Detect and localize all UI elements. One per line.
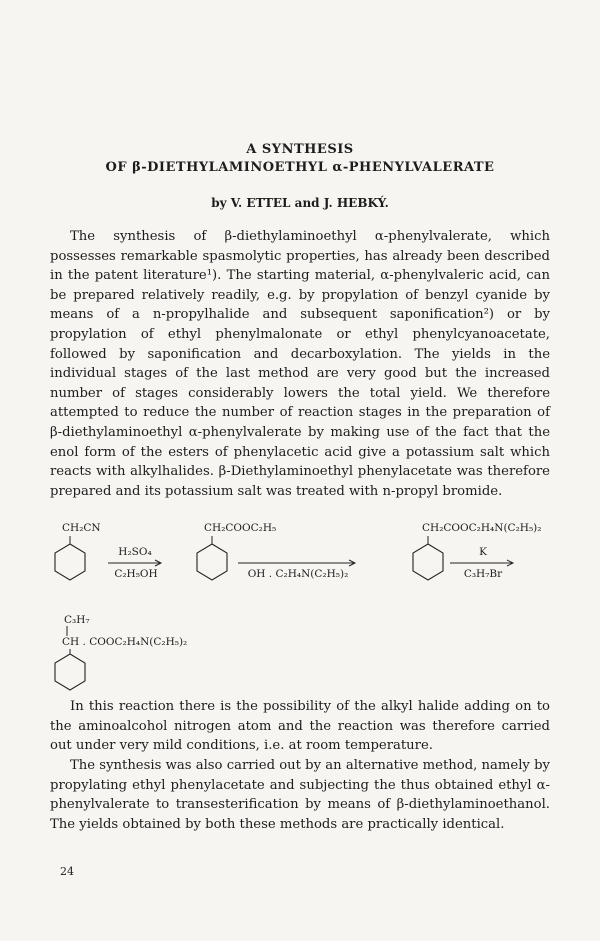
reagent-1-top: H₂SO₄ xyxy=(118,546,152,558)
page-number: 24 xyxy=(60,865,74,878)
compound-1-label: CH₂CN xyxy=(62,522,101,534)
paragraph-2: In this reaction there is the possibility of the alkyl halide adding on to the aminoalcohol nitrogen atom and the reaction was therefore carried out under very mild conditions, i.e. at room temperature. xyxy=(50,699,550,754)
reagent-2-bottom: OH . C₂H₄N(C₂H₅)₂ xyxy=(247,568,349,580)
reaction-scheme xyxy=(50,522,550,692)
reagent-3-bottom: C₃H₇Br xyxy=(463,568,503,580)
paragraph-3: The synthesis was also carried out by an alternative method, namely by propylating ethyl phenylacetate and subjecting the thus obtained ethyl α-phenylvalerate to transesterification by means of β-diethylaminoethanol. The yields obtained by both these methods are practically identical. xyxy=(50,758,550,832)
arrow-2-icon xyxy=(238,559,360,567)
arrow-1-icon xyxy=(108,559,166,567)
authors: by V. ETTEL and J. HEBKÝ. xyxy=(211,196,389,210)
reagent-3-top: K xyxy=(479,546,487,558)
paragraph-1: The synthesis of β-diethylaminoethyl α-phenylvalerate, which possesses remarkable spasmolytic properties, has already been described in the patent literature¹). The starting material, α-phenylvaleric acid, can be prepared relatively readily, e.g. by propylation of benzyl cyanide by means of a n-propylhalide and subsequent saponification²) or by propylation of ethyl phenylmalonate or ethyl phenylcyanoacetate, followed by saponification and decarboxylation. The yields in the individual stages of the last method are very good but the increased number of stages considerably lowers the total yield. We therefore attempted to reduce the number of reaction stages in the preparation of β-diethylaminoethyl α-phenylvalerate by making use of the fact that the enol form of the esters of phenylacetic acid give a potassium salt which reacts with alkylhalides. β-Diethylaminoethyl phenylacetate was therefore prepared and its potassium salt was treated with n-propyl bromide. xyxy=(50,229,550,499)
benzene-ring-2-icon xyxy=(192,536,242,586)
reagent-1-bottom: C₂H₅OH xyxy=(114,568,158,580)
benzene-ring-4-icon xyxy=(50,649,100,699)
benzene-ring-1-icon xyxy=(50,536,100,586)
compound-3-label: CH₂COOC₂H₄N(C₂H₅)₂ xyxy=(422,522,542,534)
compound-4-label: CH . COOC₂H₄N(C₂H₅)₂ xyxy=(62,636,188,648)
title-line-1: A SYNTHESIS xyxy=(246,142,354,157)
compound-2-label: CH₂COOC₂H₅ xyxy=(204,522,277,534)
arrow-3-icon xyxy=(450,559,518,567)
title-line-2: OF β-DIETHYLAMINOETHYL α-PHENYLVALERATE xyxy=(105,160,495,175)
compound-4-substituent: C₃H₇ xyxy=(64,614,90,626)
